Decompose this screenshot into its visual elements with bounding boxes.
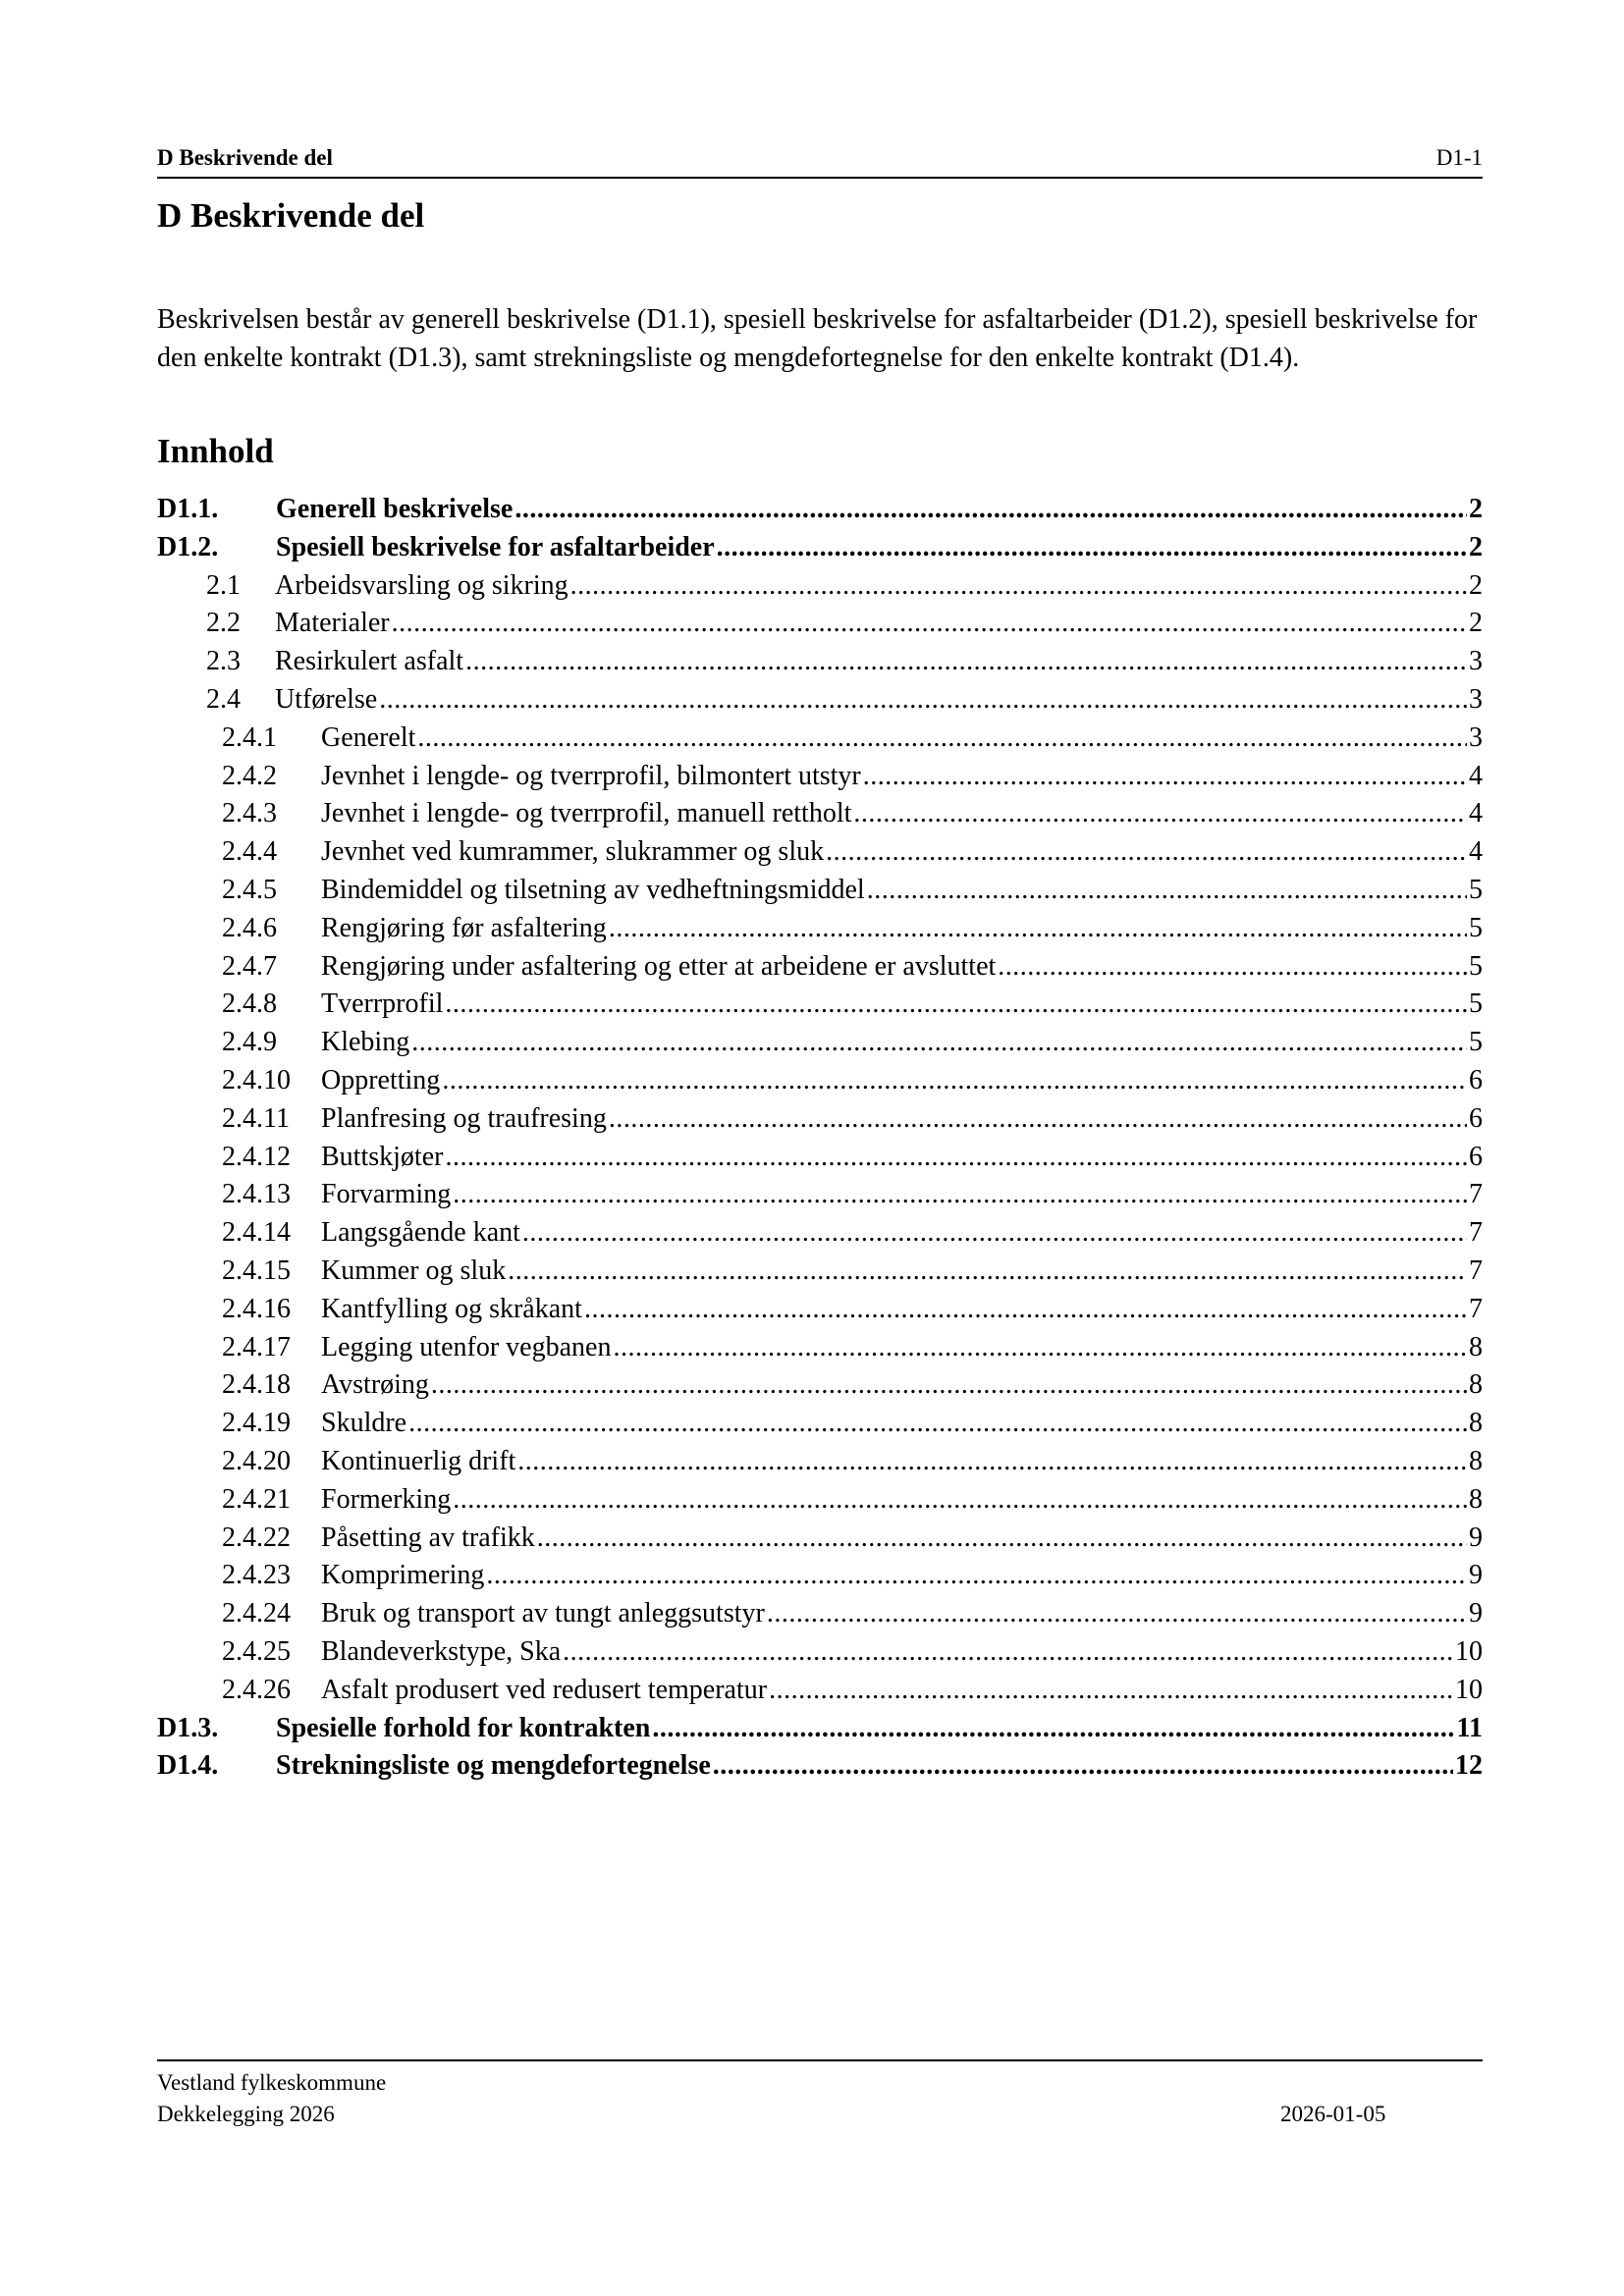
toc-entry[interactable] [157, 646, 1483, 684]
toc-entry-page: 9 [1469, 1560, 1483, 1591]
toc-dot-leader [465, 646, 1467, 677]
toc-entry[interactable] [157, 532, 1483, 570]
toc-entry-title: Asfalt produsert ved redusert temperatur [321, 1674, 768, 1705]
toc-entry[interactable] [157, 1446, 1483, 1484]
toc-entry-page: 7 [1469, 1255, 1483, 1286]
header-section-title: D Beskrivende del [157, 145, 333, 170]
toc-entry[interactable] [157, 1027, 1483, 1065]
toc-entry-number: 2.4.4 [222, 836, 277, 868]
toc-entry-title: Generelt [321, 721, 416, 753]
toc-entry-title: Langsgående kant [321, 1217, 520, 1249]
toc-entry-number: 2.4.26 [222, 1674, 291, 1705]
toc-entry-number: 2.4.24 [222, 1598, 291, 1629]
toc-entry[interactable] [157, 798, 1483, 836]
toc-entry-title: Bindemiddel og tilsetning av vedheftningsmiddel [321, 874, 865, 905]
toc-entry-page: 4 [1469, 798, 1483, 829]
toc-entry-number: 2.4.20 [222, 1445, 291, 1476]
toc-dot-leader [863, 761, 1467, 792]
toc-entry-page: 2 [1469, 608, 1483, 639]
toc-heading: Innhold [157, 432, 274, 470]
toc-entry-page: 2 [1469, 531, 1483, 562]
document-title: D Beskrivende del [157, 196, 425, 235]
toc-entry[interactable] [157, 1217, 1483, 1255]
toc-entry[interactable] [157, 1560, 1483, 1598]
toc-dot-leader [392, 608, 1467, 639]
toc-entry[interactable] [157, 684, 1483, 722]
toc-entry[interactable] [157, 951, 1483, 989]
toc-dot-leader [417, 722, 1467, 754]
footer-project: Dekkelegging 2026 [157, 2102, 335, 2126]
toc-entry-title: Oppretting [321, 1064, 441, 1095]
toc-entry-page: 3 [1469, 683, 1483, 715]
toc-entry-page: 10 [1455, 1635, 1483, 1667]
toc-entry-title: Buttskjøter [321, 1141, 444, 1172]
toc-entry-title: Tverrprofil [321, 988, 444, 1020]
toc-entry-title: Formerking [321, 1483, 452, 1515]
toc-entry[interactable] [157, 1598, 1483, 1636]
toc-entry-number: D1.1. [157, 494, 219, 524]
toc-entry-number: 2.4.13 [222, 1179, 291, 1210]
toc-entry-title: Kummer og sluk [321, 1255, 507, 1286]
footer-organization: Vestland fylkeskommune [157, 2070, 387, 2095]
toc-entry-number: D1.3. [157, 1712, 219, 1743]
toc-entry-title: Komprimering [321, 1560, 485, 1591]
toc-entry[interactable] [157, 1750, 1483, 1789]
toc-entry-number: 2.4.8 [222, 988, 277, 1020]
toc-entry-title: Utførelse [275, 683, 378, 715]
toc-dot-leader [522, 1217, 1467, 1249]
toc-entry[interactable] [157, 1484, 1483, 1522]
toc-entry-title: Jevnhet i lengde- og tverrprofil, bilmontert utstyr [321, 760, 861, 791]
toc-entry-page: 5 [1469, 912, 1483, 943]
toc-entry-page: 6 [1469, 1141, 1483, 1172]
toc-dot-leader [453, 1484, 1467, 1516]
toc-entry-page: 5 [1469, 1027, 1483, 1058]
toc-entry-title: Forvarming [321, 1179, 452, 1210]
toc-entry-page: 11 [1456, 1712, 1483, 1743]
toc-entry-title: Rengjøring før asfaltering [321, 912, 607, 943]
toc-entry-page: 12 [1455, 1750, 1483, 1782]
toc-entry-number: 2.4.16 [222, 1293, 291, 1324]
toc-entry-title: Rengjøring under asfaltering og etter at arbeidene er avsluttet [321, 950, 997, 982]
toc-entry-number: 2.4.19 [222, 1408, 291, 1439]
toc-entry-title: Arbeidsvarsling og sikring [275, 569, 568, 601]
toc-entry-number: 2.4.3 [222, 798, 277, 829]
toc-entry-page: 5 [1469, 874, 1483, 905]
toc-entry[interactable] [157, 1332, 1483, 1370]
toc-entry-page: 10 [1455, 1674, 1483, 1705]
toc-entry-page: 3 [1469, 721, 1483, 753]
toc-entry-page: 7 [1469, 1217, 1483, 1249]
toc-entry-page: 5 [1469, 950, 1483, 982]
toc-entry-number: 2.3 [206, 646, 241, 677]
toc-dot-leader [445, 988, 1467, 1020]
toc-entry-page: 2 [1469, 494, 1483, 524]
toc-entry[interactable] [157, 1636, 1483, 1675]
toc-entry-title: Klebing [321, 1027, 410, 1058]
page-header [157, 145, 1483, 179]
toc-dot-leader [867, 875, 1467, 906]
toc-entry-number: 2.4.17 [222, 1331, 291, 1362]
toc-dot-leader [517, 1446, 1467, 1477]
toc-entry[interactable] [157, 1179, 1483, 1217]
toc-dot-leader [445, 1142, 1467, 1173]
toc-entry-number: 2.4.14 [222, 1217, 291, 1249]
toc-entry-page: 3 [1469, 646, 1483, 677]
toc-entry-number: D1.2. [157, 531, 219, 562]
toc-entry-number: 2.4.15 [222, 1255, 291, 1286]
table-of-contents [157, 494, 1483, 1789]
toc-entry-title: Strekningsliste og mengdefortegnelse [276, 1750, 711, 1782]
toc-entry-page: 9 [1469, 1598, 1483, 1629]
toc-entry-page: 6 [1469, 1102, 1483, 1134]
toc-entry-number: 2.4.2 [222, 760, 277, 791]
toc-entry[interactable] [157, 608, 1483, 646]
toc-entry-number: 2.4.6 [222, 912, 277, 943]
toc-dot-leader [408, 1408, 1467, 1439]
toc-entry[interactable] [157, 836, 1483, 875]
toc-entry-page: 5 [1469, 988, 1483, 1020]
toc-dot-leader [453, 1179, 1467, 1210]
toc-entry-number: 2.4.25 [222, 1635, 291, 1667]
toc-dot-leader [570, 570, 1467, 602]
page-footer [157, 2059, 1483, 2140]
toc-entry-number: 2.4.9 [222, 1027, 277, 1058]
toc-entry[interactable] [157, 722, 1483, 761]
toc-entry-title: Skuldre [321, 1408, 407, 1439]
toc-entry-page: 8 [1469, 1445, 1483, 1476]
toc-entry-number: 2.4.5 [222, 874, 277, 905]
toc-dot-leader [584, 1294, 1467, 1325]
toc-dot-leader [379, 684, 1467, 716]
toc-dot-leader [767, 1598, 1467, 1629]
toc-entry-number: D1.4. [157, 1750, 219, 1782]
toc-entry-number: 2.4.10 [222, 1064, 291, 1095]
toc-entry-number: 2.4.21 [222, 1483, 291, 1515]
toc-entry-number: 2.1 [206, 569, 241, 601]
toc-dot-leader [652, 1713, 1454, 1744]
toc-entry-page: 8 [1469, 1483, 1483, 1515]
toc-entry-page: 6 [1469, 1064, 1483, 1095]
toc-entry-page: 2 [1469, 569, 1483, 601]
toc-dot-leader [717, 532, 1467, 563]
toc-entry-number: 2.4 [206, 683, 241, 715]
toc-entry[interactable] [157, 1675, 1483, 1713]
toc-entry[interactable] [157, 1103, 1483, 1142]
toc-entry[interactable] [157, 570, 1483, 609]
toc-entry-title: Spesielle forhold for kontrakten [276, 1712, 651, 1743]
toc-entry-number: 2.4.11 [222, 1102, 290, 1134]
toc-dot-leader [442, 1065, 1467, 1096]
toc-entry[interactable] [157, 1369, 1483, 1408]
toc-entry-title: Legging utenfor vegbanen [321, 1331, 612, 1362]
toc-entry-title: Blandeverkstype, Ska [321, 1635, 562, 1667]
toc-entry-number: 2.4.7 [222, 950, 277, 982]
toc-dot-leader [713, 1750, 1453, 1782]
toc-entry-title: Spesiell beskrivelse for asfaltarbeider [276, 531, 715, 562]
toc-entry-title: Generell beskrivelse [276, 494, 514, 524]
toc-dot-leader [613, 1332, 1467, 1363]
toc-entry[interactable] [157, 1522, 1483, 1561]
toc-entry-number: 2.4.23 [222, 1560, 291, 1591]
toc-entry-page: 8 [1469, 1408, 1483, 1439]
toc-entry[interactable] [157, 913, 1483, 951]
toc-entry-number: 2.4.1 [222, 721, 277, 753]
toc-entry-title: Påsetting av trafikk [321, 1522, 535, 1553]
toc-entry-page: 7 [1469, 1179, 1483, 1210]
toc-entry[interactable] [157, 875, 1483, 913]
toc-entry-title: Jevnhet i lengde- og tverrprofil, manuell rettholt [321, 798, 852, 829]
toc-entry-page: 4 [1469, 760, 1483, 791]
toc-entry-number: 2.4.18 [222, 1369, 291, 1401]
toc-entry-number: 2.4.12 [222, 1141, 291, 1172]
header-page-number: D1-1 [1435, 145, 1483, 170]
toc-entry-title: Kantfylling og skråkant [321, 1293, 582, 1324]
toc-dot-leader [998, 951, 1467, 983]
toc-entry-page: 9 [1469, 1522, 1483, 1553]
toc-entry-number: 2.4.22 [222, 1522, 291, 1553]
toc-dot-leader [609, 913, 1467, 944]
toc-entry[interactable] [157, 1294, 1483, 1332]
toc-dot-leader [508, 1255, 1467, 1287]
toc-dot-leader [537, 1522, 1467, 1554]
toc-dot-leader [826, 836, 1467, 868]
toc-entry-page: 8 [1469, 1369, 1483, 1401]
toc-entry[interactable] [157, 1065, 1483, 1103]
toc-dot-leader [853, 798, 1467, 829]
toc-entry-title: Bruk og transport av tungt anleggsutstyr [321, 1598, 765, 1629]
toc-dot-leader [411, 1027, 1467, 1058]
toc-entry-title: Kontinuerlig drift [321, 1445, 516, 1476]
toc-entry[interactable] [157, 988, 1483, 1027]
footer-date: 2026-01-05 [1280, 2102, 1386, 2126]
toc-entry[interactable] [157, 761, 1483, 799]
toc-entry-title: Resirkulert asfalt [275, 646, 464, 677]
toc-entry-title: Avstrøing [321, 1369, 429, 1401]
toc-entry[interactable] [157, 1713, 1483, 1751]
toc-dot-leader [431, 1369, 1467, 1401]
toc-entry[interactable] [157, 494, 1483, 532]
toc-entry-page: 8 [1469, 1331, 1483, 1362]
toc-entry-title: Jevnhet ved kumrammer, slukrammer og sluk [321, 836, 825, 868]
toc-entry-number: 2.2 [206, 608, 241, 639]
toc-dot-leader [769, 1675, 1453, 1706]
toc-entry-page: 4 [1469, 836, 1483, 868]
toc-dot-leader [486, 1560, 1467, 1591]
toc-entry-title: Materialer [275, 608, 390, 639]
toc-dot-leader [609, 1103, 1467, 1135]
toc-dot-leader [514, 494, 1467, 525]
toc-dot-leader [563, 1636, 1453, 1668]
toc-entry[interactable] [157, 1408, 1483, 1446]
toc-entry[interactable] [157, 1255, 1483, 1294]
toc-entry-page: 7 [1469, 1293, 1483, 1324]
toc-entry[interactable] [157, 1142, 1483, 1180]
toc-entry-title: Planfresing og traufresing [321, 1102, 607, 1134]
intro-paragraph: Beskrivelsen består av generell beskrivelse (D1.1), spesiell beskrivelse for asfaltarbeider (D1.2), spesiell beskrivelse for den enkelte kontrakt (D1.3), samt strekningsliste og mengdefortegnelse for den enkelte kontrakt (D1.4). [157, 304, 1478, 373]
